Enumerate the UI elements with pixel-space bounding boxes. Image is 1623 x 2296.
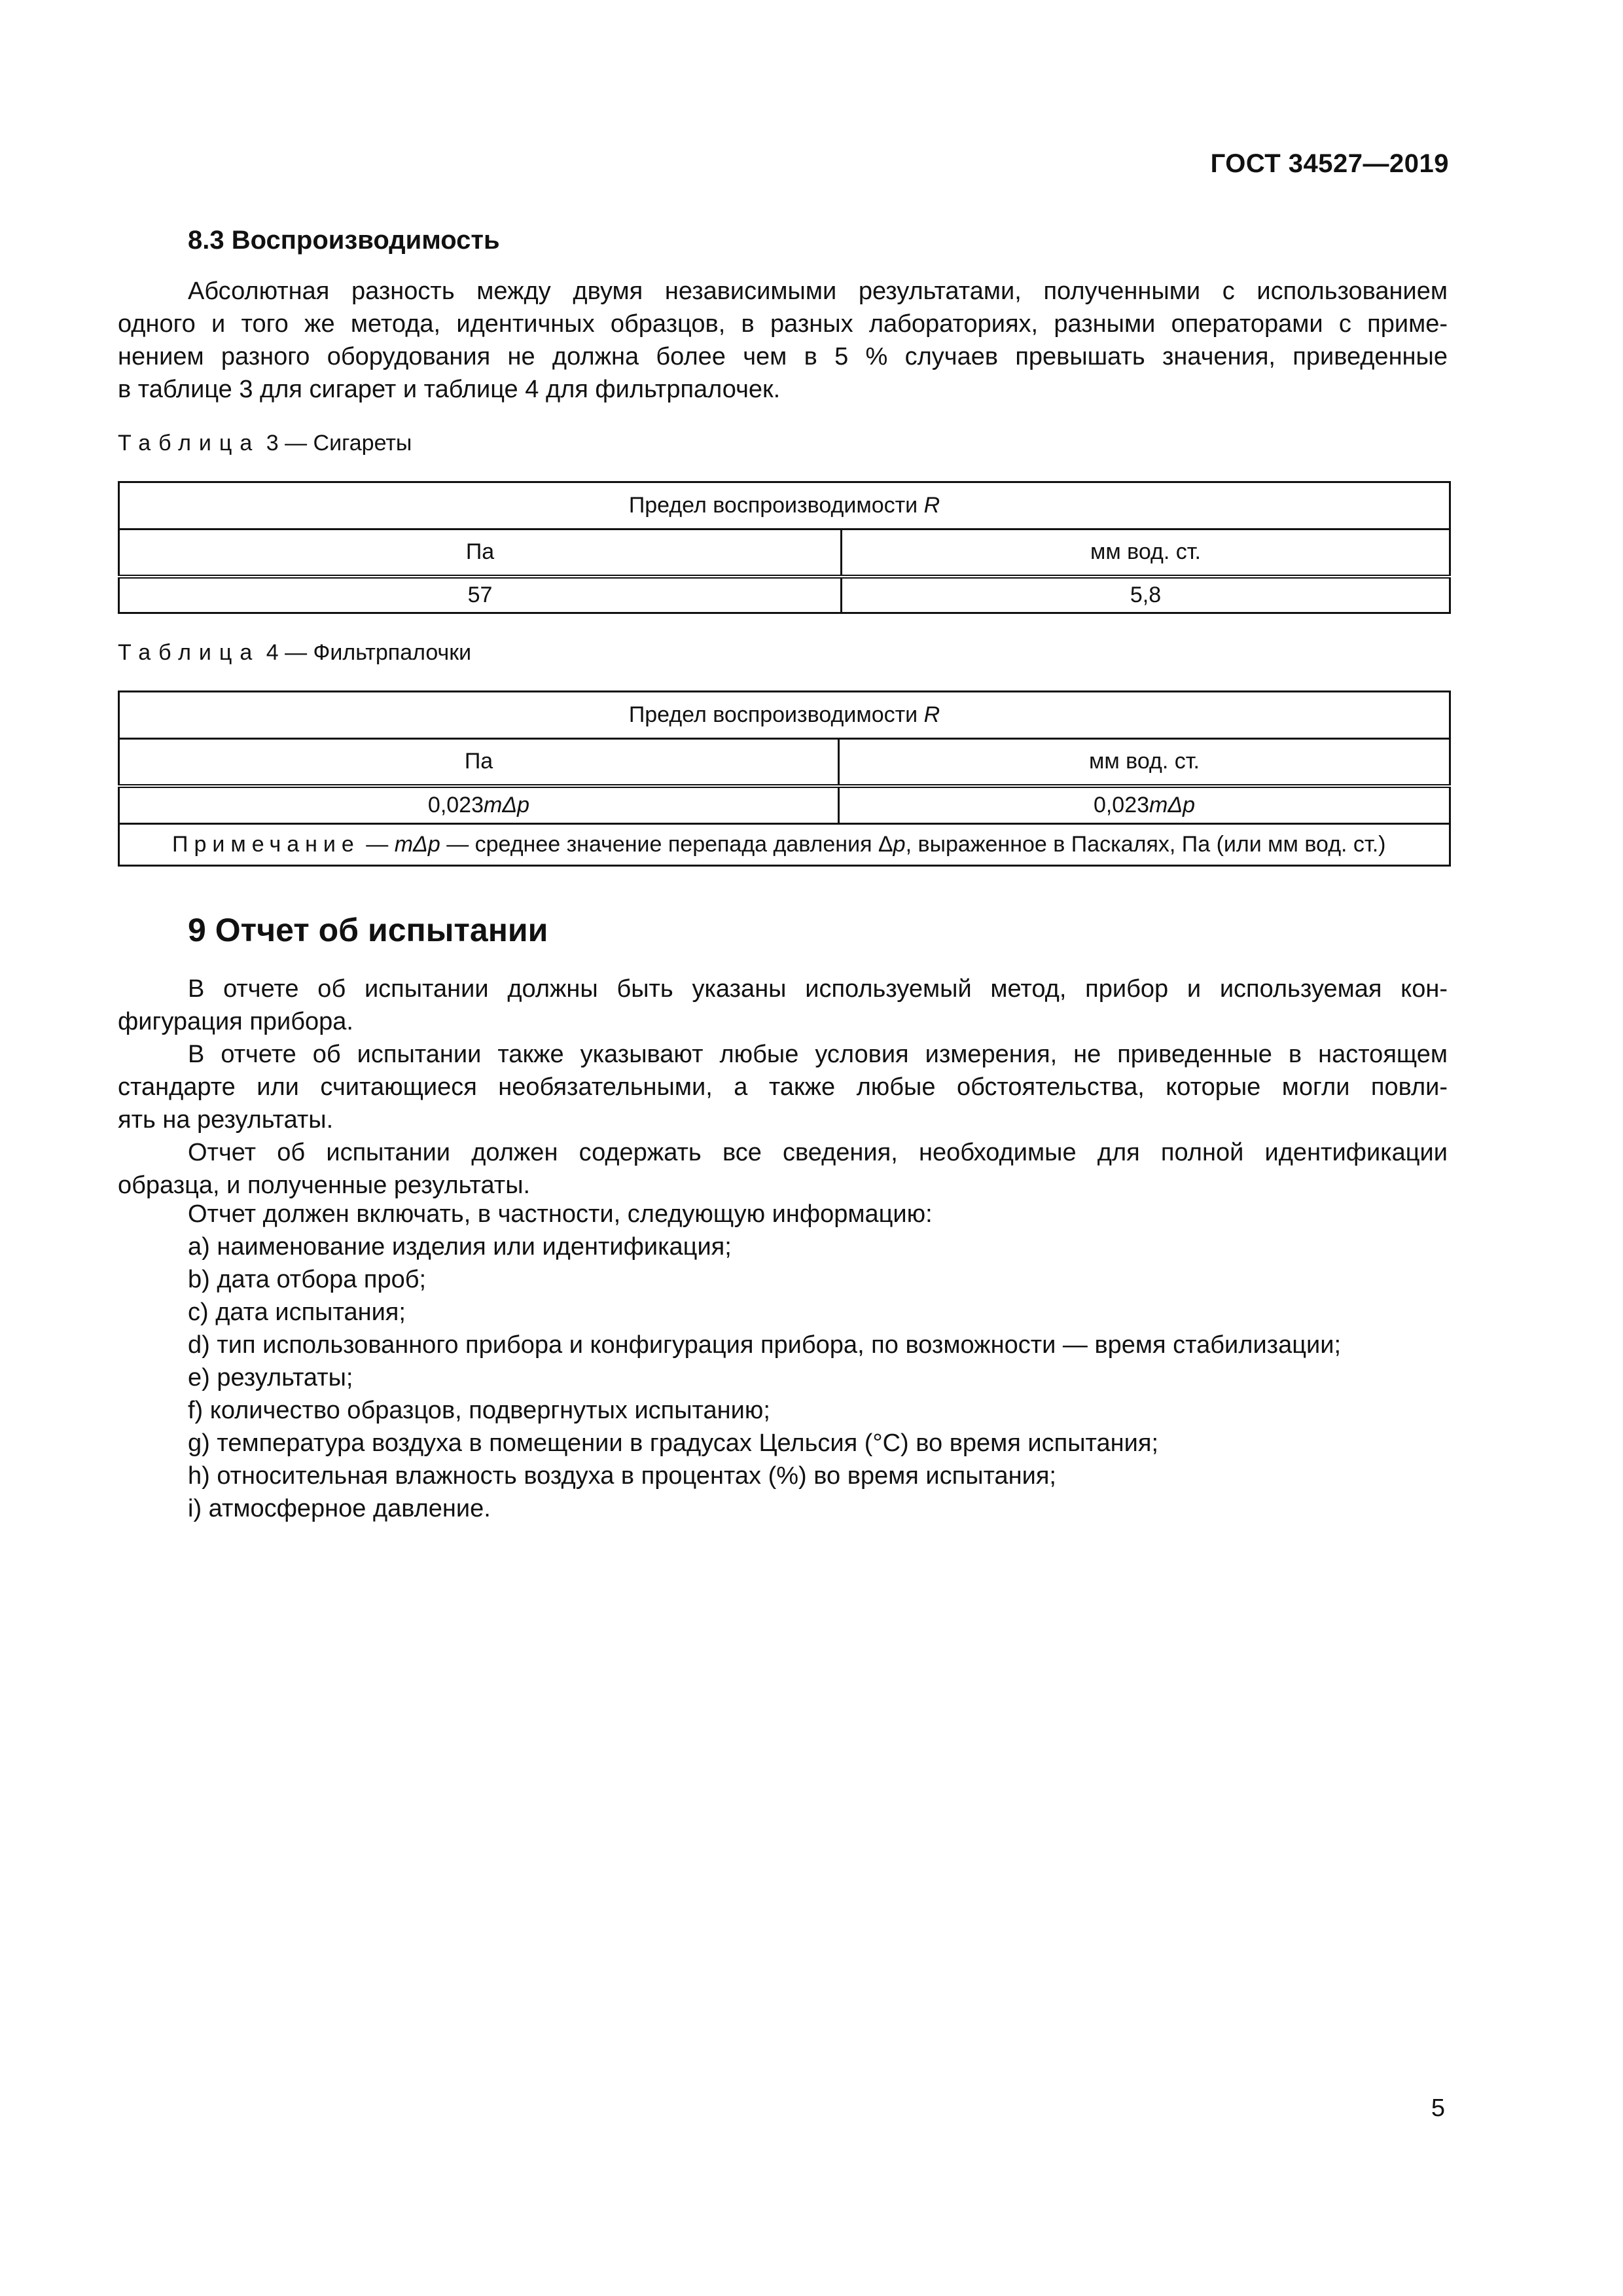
value-prefix: 0,023 <box>1093 792 1150 817</box>
note-label: Примечание <box>172 832 360 857</box>
page-number: 5 <box>1431 2094 1445 2122</box>
note-symbol: p <box>893 832 906 857</box>
caption-title: 4 — Фильтрпалочки <box>260 640 472 665</box>
list-item: h) относительная влажность воздуха в процентах (%) во время испытания; <box>188 1462 1056 1490</box>
paragraph-line: в таблице 3 для сигарет и таблице 4 для фильтрпалочек. <box>118 376 781 403</box>
table-header <box>119 692 1450 739</box>
standard-number: ГОСТ 34527—2019 <box>1210 149 1449 178</box>
column-header-pa: Па <box>119 529 842 577</box>
section-9-paragraph-1 <box>118 973 1448 1038</box>
paragraph-line: В отчете об испытании также указывают любые условия измерения, не приведенные в настоящем <box>188 1041 1448 1068</box>
paragraph-line: фигурация прибора. <box>118 1008 353 1035</box>
report-contents-list <box>188 1198 1341 1525</box>
value-expression: mΔp <box>484 792 530 817</box>
table-3-caption <box>118 431 412 456</box>
list-intro: Отчет должен включать, в частности, следующую информацию: <box>188 1200 933 1228</box>
list-item: d) тип использованного прибора и конфигурация прибора, по возможности — время стабилизации; <box>188 1331 1342 1359</box>
section-9-paragraph-3 <box>118 1136 1448 1202</box>
table-4-caption <box>118 640 471 666</box>
list-item: g) температура воздуха в помещении в градусах Цельсия (°С) во время испытания; <box>188 1429 1159 1457</box>
section-9-heading: 9 Отчет об испытании <box>188 912 548 948</box>
table-cell: 57 <box>119 577 842 613</box>
caption-title: 3 — Сигареты <box>260 431 412 456</box>
list-item: a) наименование изделия или идентификация; <box>188 1233 732 1261</box>
header-symbol: R <box>923 493 940 518</box>
note-expression: mΔp <box>394 832 440 857</box>
column-header-mm: мм вод. ст. <box>839 739 1450 786</box>
caption-word: Таблица <box>118 640 260 665</box>
header-text: Предел воспроизводимости <box>628 702 924 727</box>
table-cell: 5,8 <box>842 577 1450 613</box>
column-header-pa: Па <box>119 739 839 786</box>
paragraph-line: В отчете об испытании должны быть указаны используемый метод, прибор и используемая кон- <box>188 975 1448 1003</box>
header-symbol: R <box>923 702 940 727</box>
paragraph-line: стандарте или считающиеся необязательными, а также любые обстоятельства, которые могли повли- <box>118 1073 1448 1101</box>
list-item: b) дата отбора проб; <box>188 1266 427 1293</box>
paragraph-line: образца, и полученные результаты. <box>118 1172 531 1199</box>
section-8-3-heading: 8.3 Воспроизводимость <box>188 226 500 255</box>
note-text: — среднее значение перепада давления Δ <box>440 832 893 857</box>
table-4 <box>118 691 1451 867</box>
paragraph-line: нением разного оборудования не должна более чем в 5 % случаев превышать значения, приведенные <box>118 343 1448 370</box>
table-cell <box>839 786 1450 824</box>
table-3 <box>118 481 1451 614</box>
table-note <box>119 824 1450 866</box>
value-prefix: 0,023 <box>427 792 484 817</box>
paragraph-line: одного и того же метода, идентичных образцов, в разных лабораториях, разными операторами с приме- <box>118 310 1448 338</box>
header-text: Предел воспроизводимости <box>628 493 924 518</box>
section-8-3-paragraph <box>118 275 1448 406</box>
note-tail: , выраженное в Паскалях, Па (или мм вод. ст.) <box>905 832 1386 857</box>
section-9-paragraph-2 <box>118 1038 1448 1136</box>
column-header-mm: мм вод. ст. <box>842 529 1450 577</box>
value-expression: mΔp <box>1149 792 1196 817</box>
paragraph-line: Отчет об испытании должен содержать все сведения, необходимые для полной идентификации <box>188 1139 1448 1166</box>
paragraph-line: Абсолютная разность между двумя независимыми результатами, полученными с использованием <box>188 278 1448 305</box>
list-item: f) количество образцов, подвергнутых испытанию; <box>188 1397 770 1424</box>
table-header <box>119 482 1450 529</box>
note-dash: — <box>359 832 395 857</box>
caption-word: Таблица <box>118 431 260 456</box>
list-item: i) атмосферное давление. <box>188 1495 491 1522</box>
list-item: e) результаты; <box>188 1364 353 1391</box>
list-item: c) дата испытания; <box>188 1299 406 1326</box>
table-cell <box>119 786 839 824</box>
paragraph-line: ять на результаты. <box>118 1106 334 1134</box>
